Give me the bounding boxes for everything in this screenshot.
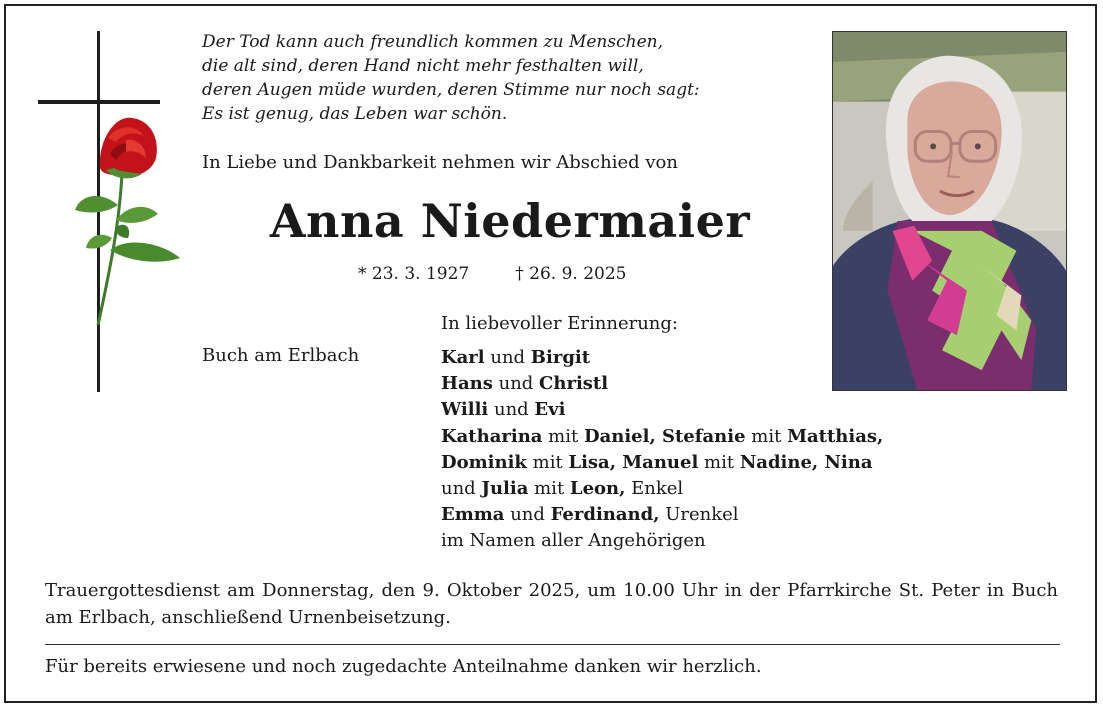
family-connector-text: und xyxy=(441,478,482,500)
family-connector-text: mit xyxy=(528,478,570,500)
family-connector-text: Urenkel xyxy=(659,504,739,526)
family-name-text: Daniel, Stefanie xyxy=(583,425,746,447)
family-name-text: Ferdinand, xyxy=(550,504,660,526)
poem-line: Es ist genug, das Leben war schön. xyxy=(202,104,508,124)
family-connector-text: und xyxy=(504,504,551,526)
family-name-text: Nadine, Nina xyxy=(739,451,873,473)
poem-line: Der Tod kann auch freundlich kommen zu Menschen, xyxy=(202,32,663,52)
memory-heading: In liebevoller Erinnerung: xyxy=(441,313,678,334)
cross-horizontal-bar xyxy=(38,100,160,104)
life-dates xyxy=(358,264,626,284)
place-name: Buch am Erlbach xyxy=(202,345,360,366)
poem-line: deren Augen müde wurden, deren Stimme nur noch sagt: xyxy=(202,80,700,100)
family-line xyxy=(441,502,883,528)
family-connector-text: mit xyxy=(526,451,569,473)
birth-date: * 23. 3. 1927 xyxy=(358,264,470,284)
family-connector-text: mit xyxy=(698,451,740,473)
death-date: † 26. 9. 2025 xyxy=(515,264,627,284)
service-text: Trauergottesdienst am Donnerstag, den 9. Oktober 2025, um 10.00 Uhr in der Pfarrkirche St. Peter in Buch am Erlbach, anschließend Urnenbeisetzung. xyxy=(45,580,1058,628)
family-name-text: Lisa, Manuel xyxy=(568,451,699,473)
family-name-text: Willi xyxy=(441,399,489,421)
family-connector-text: und xyxy=(484,347,531,368)
divider-line xyxy=(45,644,1060,645)
family-name-text: Birgit xyxy=(530,347,591,368)
family-connector-text: und xyxy=(488,399,535,421)
family-name-text: Emma xyxy=(441,504,505,526)
family-name-text: Christl xyxy=(539,373,609,395)
poem-line: die alt sind, deren Hand nicht mehr festhalten will, xyxy=(202,56,644,76)
family-line xyxy=(441,528,883,554)
family-name-text: Leon, xyxy=(569,478,626,500)
poem xyxy=(202,30,700,126)
family-name-text: Katharina xyxy=(441,425,543,447)
family-name-text: Hans xyxy=(441,373,493,395)
family-connector-text: im Namen aller Angehörigen xyxy=(441,530,706,552)
portrait-photo xyxy=(832,31,1067,391)
family-name-text: Dominik xyxy=(441,451,527,473)
family-connector-text: und xyxy=(492,373,540,395)
family-line xyxy=(441,345,883,371)
family-line xyxy=(441,424,883,450)
family-line xyxy=(441,371,883,397)
family-line xyxy=(441,450,883,476)
family-name-text: Julia xyxy=(481,478,529,500)
family-list xyxy=(441,345,883,555)
family-line xyxy=(441,397,883,423)
thanks-text: Für bereits erwiesene und noch zugedachte Anteilnahme danken wir herzlich. xyxy=(45,656,762,677)
family-connector-text: mit xyxy=(542,425,584,447)
family-line xyxy=(441,476,883,502)
family-name-text: Evi xyxy=(534,399,566,421)
intro-text: In Liebe und Dankbarkeit nehmen wir Abschied von xyxy=(202,152,678,173)
family-name-text: Karl xyxy=(441,347,485,368)
deceased-name: Anna Niedermaier xyxy=(269,194,751,248)
family-connector-text: mit xyxy=(745,425,788,447)
family-connector-text: Enkel xyxy=(625,478,684,500)
family-name-text: Matthias, xyxy=(787,425,884,447)
